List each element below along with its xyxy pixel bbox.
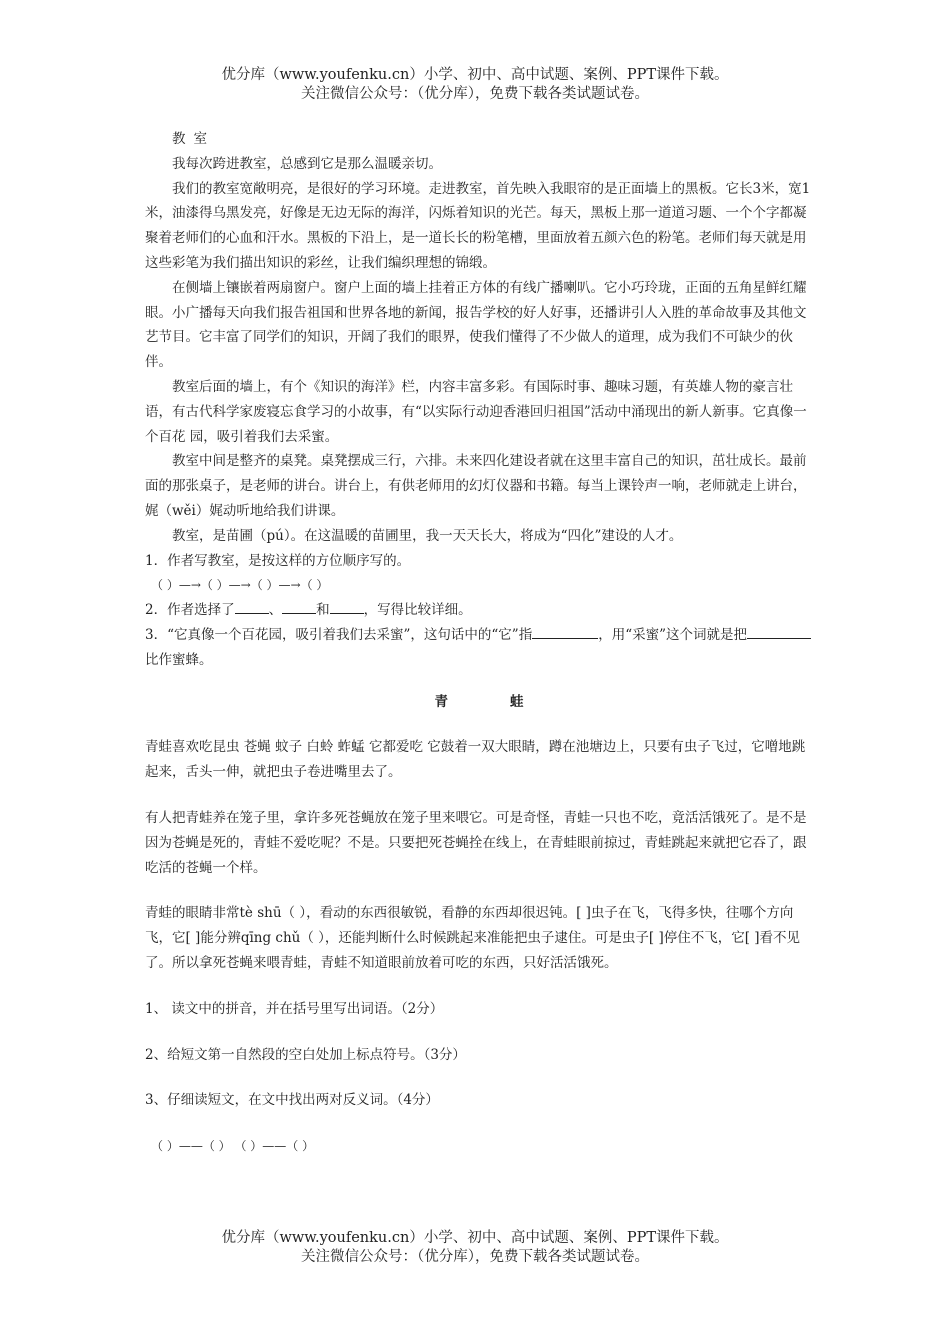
footer-line-2: 关注微信公众号：（优分库），免费下载各类试题试卷。 (301, 1249, 649, 1265)
question-2 (145, 598, 815, 623)
header-line-1: 优分库（www.youfenku.cn）小学、初中、高中试题、案例、PPT课件下载。 (221, 67, 729, 83)
passage1-paragraph-4: 教室后面的墙上，有个《知识的海洋》栏，内容丰富多彩。有国际时事、趣味习题，有英雄人物的豪言壮语，有古代科学家废寝忘食学习的小故事，有“以实际行动迎香港回归祖国”活动中涌现出的新人新事。它真像一个百花 园，吸引着我们去采蜜。 (145, 378, 807, 445)
page-footer (0, 1229, 950, 1267)
passage2-question-2: 2、给短文第一自然段的空白处加上标点符号。（3分） (145, 1046, 466, 1063)
answer-blank[interactable] (282, 598, 316, 614)
question-3-text-a: 3．“它真像一个百花园，吸引着我们去采蜜”，这句话中的“它”指 (145, 626, 533, 643)
passage2-title (145, 690, 815, 715)
passage2-question-3-answer-row: （ ）——（ ） （ ）——（ ） (151, 1139, 315, 1154)
passage1-paragraph-1: 我每次跨进教室，总感到它是那么温暖亲切。 (172, 155, 442, 172)
passage2-question-3: 3、仔细读短文，在文中找出两对反义词。（4分） (145, 1092, 439, 1109)
passage2-paragraph-2: 有人把青蛙养在笼子里，拿许多死苍蝇放在笼子里来喂它。可是奇怪，青蛙一只也不吃，竟活活饿死了。是不是因为苍蝇是死的，青蛙不爱吃呢？不是。只要把死苍蝇拴在线上，在青蛙眼前掠过，青蛙跳起来就把它吞了，跟吃活的苍蝇一个样。 (145, 809, 807, 876)
passage1-paragraph-6: 教室，是苗圃（pú）。在这温暖的苗圃里，我一天天长大，将成为“四化”建设的人才。 (172, 527, 683, 544)
question-2-text-a: 2．作者选择了 (145, 602, 235, 619)
passage2-paragraph-1: 青蛙喜欢吃昆虫 苍蝇 蚊子 白蛉 蚱蜢 它都爱吃 它鼓着一双大眼睛，蹲在池塘边上，只要有虫子飞过，它噌地跳起来，舌头一伸，就把虫子卷进嘴里去了。 (145, 739, 806, 781)
question-1-answer-row: （ ）—→（ ）—→（ ）—→（ ） (151, 578, 329, 593)
header-line-2: 关注微信公众号：（优分库），免费下载各类试题试卷。 (301, 86, 649, 102)
question-1: 1．作者写教室，是按这样的方位顺序写的。 (145, 552, 411, 569)
question-3-text-c: 比作蜜蜂。 (145, 651, 213, 668)
passage2-paragraph-3: 青蛙的眼睛非常tè shū（ ），看动的东西很敏锐，看静的东西却很迟钝。[ ]虫子在飞，飞得多快，往哪个方向飞，它[ ]能分辨qīng chǔ（ ），还能判断什么时候跳起来准能把虫子逮住。可是虫子[ ]停住不飞，它[ ]看不见了。所以拿死苍蝇来喂青蛙，青蛙不知道眼前放着可吃的东西，只好活活饿死。 (145, 905, 801, 971)
passage2-question-1: 1、 读文中的拼音，并在括号里写出词语。（2分） (145, 1000, 444, 1017)
passage1-paragraph-3: 在侧墙上镶嵌着两扇窗户。窗户上面的墙上挂着正方体的有线广播喇叭。它小巧玲珑，正面的五角星鲜红耀眼。小广播每天向我们报告祖国和世界各地的新闻，报告学校的好人好事，还播讲引人入胜的革命故事及其他文艺节目。它丰富了同学们的知识，开阔了我们的眼界，使我们懂得了不少做人的道理，成为我们不可缺少的伙伴。 (145, 279, 807, 371)
passage1-paragraph-2: 我们的教室宽敞明亮，是很好的学习环境。走进教室，首先映入我眼帘的是正面墙上的黑板。它长3米，宽1米，油漆得乌黑发亮，好像是无边无际的海洋，闪烁着知识的光芒。每天，黑板上那一道道习题、一个个字都凝聚着老师们的心血和汗水。黑板的下沿上，是一道长长的粉笔槽，里面放着五颜六色的粉笔。老师们每天就是用这些彩笔为我们描出知识的彩丝，让我们编织理想的锦缎。 (145, 180, 811, 271)
question-2-text-c: 和 (316, 602, 330, 619)
question-3 (145, 623, 815, 673)
answer-blank[interactable] (330, 598, 364, 614)
passage1-title: 教室 (172, 131, 215, 147)
passage2-title-char-1: 青 (434, 693, 450, 710)
answer-blank[interactable] (235, 598, 269, 614)
answer-blank[interactable] (532, 623, 598, 639)
footer-line-1: 优分库（www.youfenku.cn）小学、初中、高中试题、案例、PPT课件下载。 (221, 1230, 729, 1246)
question-3-text-b: ，用“采蜜”这个词就是把 (598, 626, 748, 643)
answer-blank[interactable] (747, 623, 811, 639)
question-2-text-d: ，写得比较详细。 (363, 602, 472, 619)
page-header (0, 66, 950, 104)
passage1-paragraph-5: 教室中间是整齐的桌凳。桌凳摆成三行，六排。未来四化建设者就在这里丰富自己的知识，茁壮成长。最前面的那张桌子，是老师的讲台。讲台上，有供老师用的幻灯仪器和书籍。每当上课铃声一响，老师就走上讲台，娓（wěi）娓动听地给我们讲课。 (145, 453, 807, 519)
document-body (145, 127, 815, 1159)
question-2-text-b: 、 (268, 602, 283, 619)
passage2-title-char-2: 蛙 (510, 693, 526, 710)
